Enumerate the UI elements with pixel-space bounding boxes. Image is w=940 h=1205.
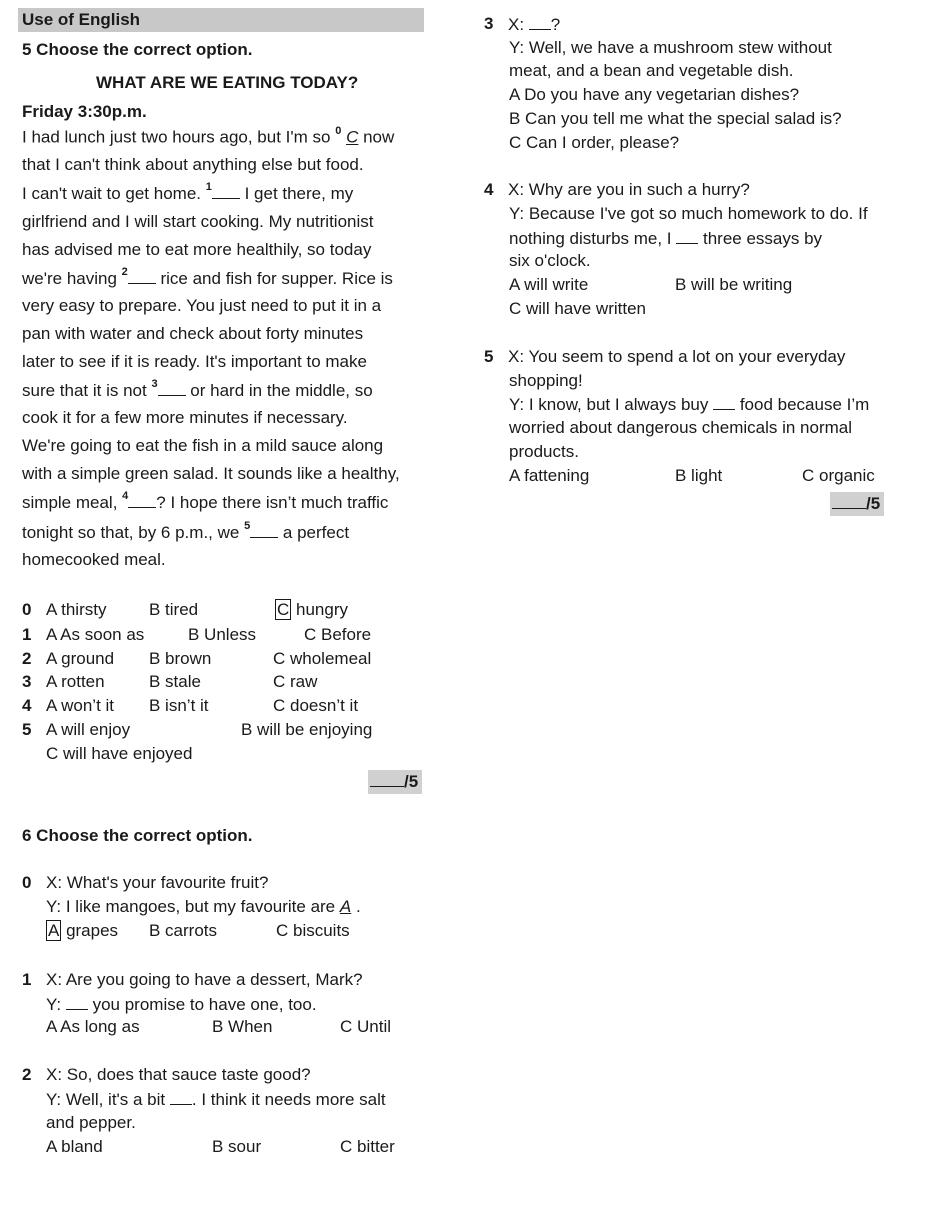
item-question: X: Why are you in such a hurry? bbox=[508, 180, 750, 199]
option-a[interactable]: A fattening bbox=[509, 466, 590, 485]
example-answer: A bbox=[339, 897, 352, 916]
option-b[interactable]: B carrots bbox=[149, 921, 218, 940]
passage-line: we're having $^2$ rice and fish for supper. Rice is bbox=[22, 266, 393, 288]
option-c[interactable]: C biscuits bbox=[276, 921, 350, 940]
option-b[interactable]: B light bbox=[675, 466, 723, 485]
option-b[interactable]: B will be writing bbox=[675, 275, 793, 294]
option-c[interactable]: C doesn’t it bbox=[273, 696, 359, 715]
item-number: 0 bbox=[22, 873, 32, 892]
passage-line: has advised me to eat more healthily, so today bbox=[22, 240, 372, 259]
item-question-cont: shopping! bbox=[509, 371, 583, 390]
option-c[interactable]: C will have written bbox=[509, 299, 646, 318]
ex6-score-box[interactable]: /5 bbox=[830, 492, 884, 516]
item-question: X: What's your favourite fruit? bbox=[46, 873, 269, 892]
passage-line: We're going to eat the fish in a mild sauce along bbox=[22, 436, 384, 455]
option-c[interactable]: C wholemeal bbox=[273, 649, 372, 668]
item-response: Y: Well, we have a mushroom stew without bbox=[509, 38, 832, 57]
passage-line: pan with water and check about forty minutes bbox=[22, 324, 364, 343]
option-c[interactable]: C Can I order, please? bbox=[509, 133, 680, 152]
ex5-text-title: WHAT ARE WE EATING TODAY? bbox=[96, 73, 359, 92]
option-a[interactable]: A As long as bbox=[46, 1017, 140, 1036]
option-number: 3 bbox=[22, 672, 32, 691]
passage-line: with a simple green salad. It sounds like a healthy, bbox=[22, 464, 400, 483]
item-question: X: Are you going to have a dessert, Mark? bbox=[46, 970, 363, 989]
answer-gap-4[interactable] bbox=[128, 492, 156, 508]
option-c[interactable]: C bitter bbox=[340, 1137, 395, 1156]
option-a[interactable]: A Do you have any vegetarian dishes? bbox=[509, 85, 800, 104]
answer-gap[interactable] bbox=[170, 1089, 192, 1105]
option-b[interactable]: B brown bbox=[149, 649, 212, 668]
option-a[interactable]: A bland bbox=[46, 1137, 103, 1156]
selected-letter-box: C bbox=[277, 600, 290, 619]
option-b[interactable]: B sour bbox=[212, 1137, 262, 1156]
item-response-cont: products. bbox=[509, 442, 579, 461]
item-response-cont: six o'clock. bbox=[509, 251, 591, 270]
example-answer: C bbox=[346, 127, 359, 147]
answer-gap[interactable] bbox=[676, 228, 698, 244]
answer-gap-1[interactable] bbox=[212, 183, 240, 199]
item-number: 4 bbox=[484, 180, 494, 199]
score-blank[interactable] bbox=[832, 492, 866, 509]
item-response-cont: nothing disturbs me, I three essays by bbox=[509, 229, 823, 248]
item-response: Y: Well, it's a bit . I think it needs more salt bbox=[46, 1090, 386, 1109]
option-a[interactable]: A will write bbox=[509, 275, 589, 294]
option-c[interactable]: C will have enjoyed bbox=[46, 744, 193, 763]
option-c[interactable]: C Until bbox=[340, 1017, 392, 1036]
option-number: 5 bbox=[22, 720, 32, 739]
passage-line: that I can't think about anything else but food. bbox=[22, 155, 364, 174]
answer-gap[interactable] bbox=[66, 994, 88, 1010]
item-response: Y: you promise to have one, too. bbox=[46, 995, 317, 1014]
option-c-selected[interactable]: C hungry bbox=[277, 600, 348, 619]
option-a[interactable]: A will enjoy bbox=[46, 720, 131, 739]
option-b[interactable]: B Unless bbox=[188, 625, 257, 644]
item-response-cont: meat, and a bean and vegetable dish. bbox=[509, 61, 794, 80]
option-b[interactable]: B When bbox=[212, 1017, 273, 1036]
option-a[interactable]: A won’t it bbox=[46, 696, 115, 715]
passage-line: cook it for a few more minutes if necessary. bbox=[22, 408, 348, 427]
answer-gap[interactable] bbox=[713, 394, 735, 410]
item-number: 5 bbox=[484, 347, 494, 366]
passage-line: simple meal, $^4$ ? I hope there isn’t much traffic bbox=[22, 490, 389, 512]
item-response: Y: I like mangoes, but my favourite are A . bbox=[46, 897, 361, 916]
passage-line: later to see if it is ready. It's important to make bbox=[22, 352, 367, 371]
passage-line: very easy to prepare. You just need to put it in a bbox=[22, 296, 382, 315]
option-a[interactable]: A ground bbox=[46, 649, 115, 668]
passage-line: I can't wait to get home. $^1$ I get there, my bbox=[22, 181, 354, 203]
item-number: 1 bbox=[22, 970, 32, 989]
answer-gap[interactable] bbox=[529, 14, 551, 30]
section-title: Use of English bbox=[22, 10, 141, 29]
ex5-instruction: 5 Choose the correct option. bbox=[22, 40, 253, 59]
answer-gap-2[interactable] bbox=[128, 268, 156, 284]
option-b[interactable]: B tired bbox=[149, 600, 199, 619]
item-question: X: ? bbox=[508, 15, 561, 34]
option-b[interactable]: B isn’t it bbox=[149, 696, 209, 715]
option-b[interactable]: B will be enjoying bbox=[241, 720, 373, 739]
passage-line: tonight so that, by 6 p.m., we $^5$ a perfect bbox=[22, 520, 350, 542]
option-b[interactable]: B stale bbox=[149, 672, 201, 691]
ex5-score-box[interactable]: /5 bbox=[368, 770, 422, 794]
item-response: Y: I know, but I always buy food because I’m bbox=[509, 395, 870, 414]
option-a[interactable]: A thirsty bbox=[46, 600, 107, 619]
option-a[interactable]: A rotten bbox=[46, 672, 105, 691]
option-b[interactable]: B Can you tell me what the special salad is? bbox=[509, 109, 842, 128]
passage-line: sure that it is not $^3$ or hard in the middle, so bbox=[22, 378, 373, 400]
answer-gap-3[interactable] bbox=[158, 380, 186, 396]
ex6-instruction: 6 Choose the correct option. bbox=[22, 826, 253, 845]
option-c[interactable]: C raw bbox=[273, 672, 318, 691]
selected-letter-box: A bbox=[48, 921, 60, 940]
option-number: 2 bbox=[22, 649, 32, 668]
item-response-cont: worried about dangerous chemicals in normal bbox=[509, 418, 853, 437]
option-number: 4 bbox=[22, 696, 32, 715]
option-number: 0 bbox=[22, 600, 32, 619]
item-number: 2 bbox=[22, 1065, 32, 1084]
item-response-cont: and pepper. bbox=[46, 1113, 136, 1132]
item-question: X: You seem to spend a lot on your everyday bbox=[508, 347, 846, 366]
passage-line: I had lunch just two hours ago, but I'm so $^0$ C now bbox=[22, 125, 395, 147]
option-c[interactable]: C Before bbox=[304, 625, 372, 644]
ex5-dateline: Friday 3:30p.m. bbox=[22, 102, 147, 121]
item-question: X: So, does that sauce taste good? bbox=[46, 1065, 311, 1084]
item-number: 3 bbox=[484, 14, 494, 33]
option-number: 1 bbox=[22, 625, 32, 644]
item-response: Y: Because I've got so much homework to do. If bbox=[509, 204, 868, 223]
option-a[interactable]: A As soon as bbox=[46, 625, 145, 644]
passage-line: girlfriend and I will start cooking. My nutritionist bbox=[22, 212, 374, 231]
score-blank[interactable] bbox=[370, 770, 404, 787]
passage-line: homecooked meal. bbox=[22, 550, 166, 569]
option-c[interactable]: C organic bbox=[802, 466, 875, 485]
answer-gap-5[interactable] bbox=[250, 522, 278, 538]
option-a-selected[interactable]: A grapes bbox=[48, 921, 119, 940]
